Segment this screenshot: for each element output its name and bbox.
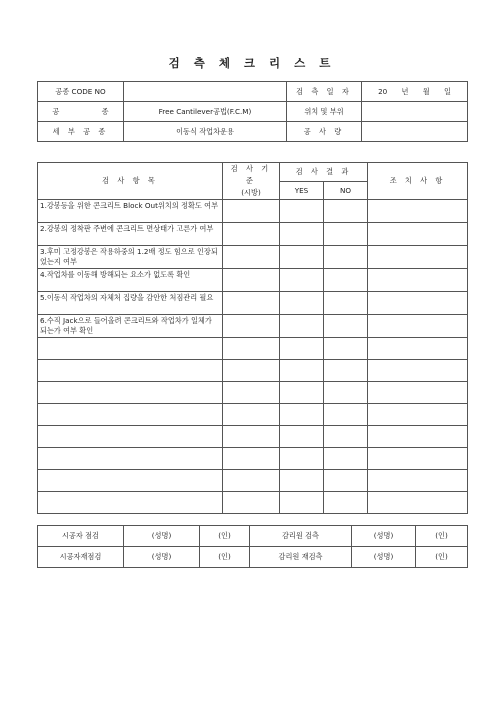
contractor-check-label: 시공자 점검 <box>38 526 124 547</box>
empty-item-cell[interactable] <box>38 448 223 470</box>
no-cell[interactable] <box>324 246 368 269</box>
action-cell[interactable] <box>368 223 468 246</box>
yes-cell[interactable] <box>280 246 324 269</box>
table-row <box>38 338 468 360</box>
yes-cell[interactable] <box>280 315 324 338</box>
supervisor-recheck-label: 감리원 재검측 <box>250 547 352 568</box>
action-cell[interactable] <box>368 338 468 360</box>
subtype-label: 세 부 공 종 <box>38 122 124 142</box>
empty-item-cell[interactable] <box>38 470 223 492</box>
code-label: 공종 CODE NO <box>38 82 124 102</box>
no-cell[interactable] <box>324 426 368 448</box>
empty-item-cell[interactable] <box>38 338 223 360</box>
action-cell[interactable] <box>368 404 468 426</box>
col-action-header: 조 치 사 항 <box>368 163 468 200</box>
no-cell[interactable] <box>324 315 368 338</box>
supervisor-check-name[interactable]: (성명) <box>352 526 416 547</box>
criteria-cell[interactable] <box>223 246 280 269</box>
empty-item-cell[interactable] <box>38 360 223 382</box>
no-cell[interactable] <box>324 382 368 404</box>
header-info-table <box>37 81 468 142</box>
action-cell[interactable] <box>368 269 468 292</box>
empty-item-cell[interactable] <box>38 492 223 514</box>
criteria-cell[interactable] <box>223 269 280 292</box>
criteria-cell[interactable] <box>223 360 280 382</box>
table-row <box>38 292 468 315</box>
criteria-cell[interactable] <box>223 470 280 492</box>
action-cell[interactable] <box>368 426 468 448</box>
yes-cell[interactable] <box>280 292 324 315</box>
item-2: 2.강봉의 정착판 주변에 콘크리트 면상태가 고른가 여부 <box>38 223 223 246</box>
item-5: 5.이동식 작업차의 자체처 집량을 감안한 처짐관리 필요 <box>38 292 223 315</box>
no-cell[interactable] <box>324 269 368 292</box>
action-cell[interactable] <box>368 292 468 315</box>
item-6: 6.수직 Jack으로 들어올려 콘크리트와 작업차가 일체가 되는가 여부 확인 <box>38 315 223 338</box>
col-no-header: NO <box>324 181 368 200</box>
criteria-cell[interactable] <box>223 404 280 426</box>
contractor-recheck-label: 시공자재점검 <box>38 547 124 568</box>
action-cell[interactable] <box>368 492 468 514</box>
subtype-value: 이동식 작업차운용 <box>124 122 287 142</box>
empty-item-cell[interactable] <box>38 404 223 426</box>
action-cell[interactable] <box>368 200 468 223</box>
yes-cell[interactable] <box>280 382 324 404</box>
type-label: 공 종 <box>38 102 124 122</box>
table-row <box>38 426 468 448</box>
supervisor-check-seal[interactable]: (인) <box>416 526 468 547</box>
col-result-header: 검 사 결 과 <box>280 163 368 182</box>
table-row <box>38 470 468 492</box>
col-criteria-label: 검 사 기 준 <box>230 164 272 185</box>
yes-cell[interactable] <box>280 223 324 246</box>
no-cell[interactable] <box>324 292 368 315</box>
item-4: 4.작업차를 이동해 방해되는 요소가 없도록 확인 <box>38 269 223 292</box>
no-cell[interactable] <box>324 200 368 223</box>
criteria-cell[interactable] <box>223 315 280 338</box>
table-row <box>38 269 468 292</box>
item-1: 1.강봉등을 위한 콘크리트 Block Out위치의 정확도 여부 <box>38 200 223 223</box>
code-value <box>124 82 287 102</box>
type-value: Free Cantilever공법(F.C.M) <box>124 102 287 122</box>
supervisor-recheck-seal[interactable]: (인) <box>416 547 468 568</box>
table-row <box>38 200 468 223</box>
contractor-check-seal[interactable]: (인) <box>200 526 250 547</box>
supervisor-check-label: 감리원 검측 <box>250 526 352 547</box>
yes-cell[interactable] <box>280 448 324 470</box>
contractor-check-name[interactable]: (성명) <box>124 526 200 547</box>
yes-cell[interactable] <box>280 492 324 514</box>
table-row <box>38 246 468 269</box>
yes-cell[interactable] <box>280 338 324 360</box>
table-row <box>38 492 468 514</box>
no-cell[interactable] <box>324 360 368 382</box>
no-cell[interactable] <box>324 492 368 514</box>
yes-cell[interactable] <box>280 360 324 382</box>
no-cell[interactable] <box>324 470 368 492</box>
col-criteria-header <box>223 163 280 200</box>
action-cell[interactable] <box>368 448 468 470</box>
table-row <box>38 223 468 246</box>
criteria-cell[interactable] <box>223 426 280 448</box>
no-cell[interactable] <box>324 338 368 360</box>
table-row <box>38 382 468 404</box>
action-cell[interactable] <box>368 246 468 269</box>
empty-item-cell[interactable] <box>38 382 223 404</box>
yes-cell[interactable] <box>280 269 324 292</box>
criteria-cell[interactable] <box>223 492 280 514</box>
criteria-cell[interactable] <box>223 223 280 246</box>
yes-cell[interactable] <box>280 404 324 426</box>
col-criteria-sub: (시방) <box>241 188 261 197</box>
yes-cell[interactable] <box>280 426 324 448</box>
date-label: 검 측 일 자 <box>287 82 362 102</box>
action-cell[interactable] <box>368 315 468 338</box>
criteria-cell[interactable] <box>223 338 280 360</box>
contractor-recheck-name[interactable]: (성명) <box>124 547 200 568</box>
no-cell[interactable] <box>324 223 368 246</box>
criteria-cell[interactable] <box>223 448 280 470</box>
yes-cell[interactable] <box>280 470 324 492</box>
contractor-recheck-seal[interactable]: (인) <box>200 547 250 568</box>
quantity-value <box>362 122 468 142</box>
criteria-cell[interactable] <box>223 200 280 223</box>
document-title: 검 측 체 크 리 스 트 <box>168 56 336 70</box>
criteria-cell[interactable] <box>223 292 280 315</box>
no-cell[interactable] <box>324 448 368 470</box>
action-cell[interactable] <box>368 382 468 404</box>
criteria-cell[interactable] <box>223 382 280 404</box>
location-value <box>362 102 468 122</box>
quantity-label: 공 사 량 <box>287 122 362 142</box>
table-row <box>38 448 468 470</box>
yes-cell[interactable] <box>280 200 324 223</box>
table-row <box>38 404 468 426</box>
inspection-table <box>37 162 468 514</box>
action-cell[interactable] <box>368 470 468 492</box>
empty-item-cell[interactable] <box>38 426 223 448</box>
item-3: 3.후미 고정강봉은 작용하중의 1.2배 정도 힘으로 인장되었는지 여부 <box>38 246 223 269</box>
table-row <box>38 315 468 338</box>
no-cell[interactable] <box>324 404 368 426</box>
col-yes-header: YES <box>280 181 324 200</box>
action-cell[interactable] <box>368 360 468 382</box>
supervisor-recheck-name[interactable]: (성명) <box>352 547 416 568</box>
location-label: 위치 및 부위 <box>287 102 362 122</box>
col-items-header: 검 사 항 목 <box>38 163 223 200</box>
date-value: 20 년 월 일 <box>362 82 468 102</box>
table-row <box>38 360 468 382</box>
signoff-table <box>37 525 468 568</box>
